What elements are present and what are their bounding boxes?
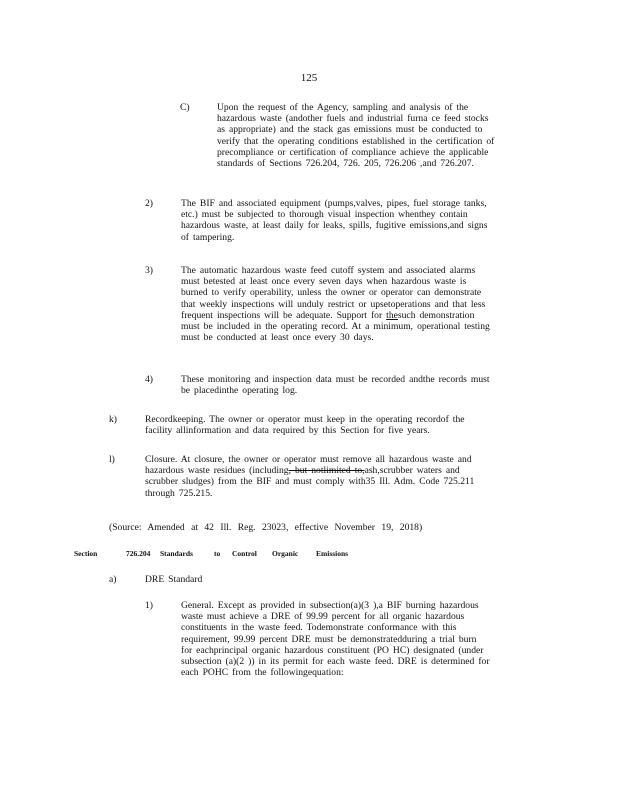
text-line: The BIF and associated equipment (pumps,valves, pipes, fuel storage tanks,: [181, 198, 487, 209]
item-text: [217, 102, 543, 169]
text-line: DRE Standard: [145, 574, 203, 585]
item-label: l): [109, 454, 115, 465]
section-title-word: Organic: [272, 549, 299, 558]
text-segment: hazardous waste residues (including: [145, 465, 289, 477]
item-label: a): [109, 574, 117, 585]
text-line: Upon the request of the Agency, sampling and analysis of the: [217, 102, 469, 113]
item-text: [145, 574, 345, 585]
text-line: as appropriate) and the stack gas emissions must be conducted to: [217, 124, 483, 136]
item-label: 4): [145, 374, 153, 385]
item-text: [181, 265, 543, 343]
text-line: requirement, 99.99 percent DRE must be demonstratedduring a trial burn: [181, 633, 477, 645]
section-title-word: Standards: [160, 549, 193, 558]
text-line: These monitoring and inspection data must be recorded andthe records must: [181, 374, 490, 385]
text-line: must be conducted at least once every 30 days.: [181, 332, 374, 344]
item-text: [145, 414, 523, 436]
section-number: 726.204: [126, 549, 151, 558]
text-line: through 725.215.: [145, 487, 213, 499]
text-line: hazardous waste (andother fuels and industrial furna ce feed stocks: [217, 113, 489, 125]
section-title-word: Control: [232, 549, 257, 558]
underlined-word: the: [386, 309, 398, 321]
text-line: precompliance or certification of compliance achieve the applicable: [217, 146, 489, 158]
text-line: for eachprincipal organic hazardous constituent (PO HC) designated (under: [181, 644, 484, 656]
text-line: be placedinthe operating log.: [181, 385, 298, 397]
section-word: Section: [74, 549, 98, 558]
text-line: etc.) must be subjected to thorough visual inspection whenthey contain: [181, 209, 468, 221]
text-line: each POHC from the followingequation:: [181, 667, 344, 679]
text-line: [181, 310, 543, 321]
text-line: Recordkeeping. The owner or operator must keep in the operating recordof the: [145, 414, 465, 425]
text-line: constituents in the waste feed. Todemonstrate conformance with this: [181, 622, 457, 634]
page-number: 125: [300, 72, 318, 84]
text-line: scrubber sludges) from the BIF and must comply with35 Ill. Adm. Code 725.211: [145, 476, 475, 488]
text-line: Closure. At closure, the owner or operator must remove all hazardous waste and: [145, 454, 472, 465]
section-title-word: Emissions: [316, 549, 349, 558]
text-line: subsection (a)(2 )) in its permit for each waste feed. DRE is determined for: [181, 656, 490, 668]
item-text: [145, 454, 523, 499]
text-line: that weekly inspections will unduly restrict or upsetoperations and that less: [181, 298, 486, 310]
text-segment: ash,scrubber waters and: [364, 465, 460, 477]
text-line: [145, 465, 523, 476]
item-label: k): [109, 414, 117, 425]
item-label: 3): [145, 265, 153, 276]
section-title-word: to: [214, 549, 221, 558]
item-text: [181, 198, 543, 243]
item-text: [181, 600, 536, 678]
text-line: must betested at least once every seven days when hazardous waste is: [181, 276, 467, 288]
text-line: General. Except as provided in subsection(a)(3 ),a BIF burning hazardous: [181, 600, 479, 611]
text-line: burned to verify operability, unless the owner or operator can demonstrate: [181, 287, 482, 299]
item-text: [181, 374, 543, 396]
text-segment: frequent inspections will be adequate. Support for: [181, 309, 383, 321]
source-note: (Source: Amended at 42 Ill. Reg. 23023, effective November 19, 2018): [109, 522, 423, 533]
text-segment: such demonstration: [397, 309, 475, 321]
text-line: of tampering.: [181, 231, 235, 243]
item-label: C): [180, 102, 190, 113]
struck-text: , but notlimited to,: [288, 465, 365, 477]
text-line: standards of Sections 726.204, 726. 205, 726.206 ,and 726.207.: [217, 158, 474, 170]
item-label: 2): [145, 198, 153, 209]
text-line: facility allinformation and data required by this Section for five years.: [145, 425, 430, 437]
text-line: hazardous waste, at least daily for leaks, spills, fugitive emissions,and signs: [181, 220, 488, 232]
text-line: The automatic hazardous waste feed cutoff system and associated alarms: [181, 265, 476, 276]
text-line: must be included in the operating record. At a minimum, operational testing: [181, 321, 490, 333]
text-line: verify that the operating conditions established in the certification of: [217, 135, 495, 147]
item-label: 1): [145, 600, 153, 611]
text-line: waste must achieve a DRE of 99.99 percent for all organic hazardous: [181, 611, 465, 623]
